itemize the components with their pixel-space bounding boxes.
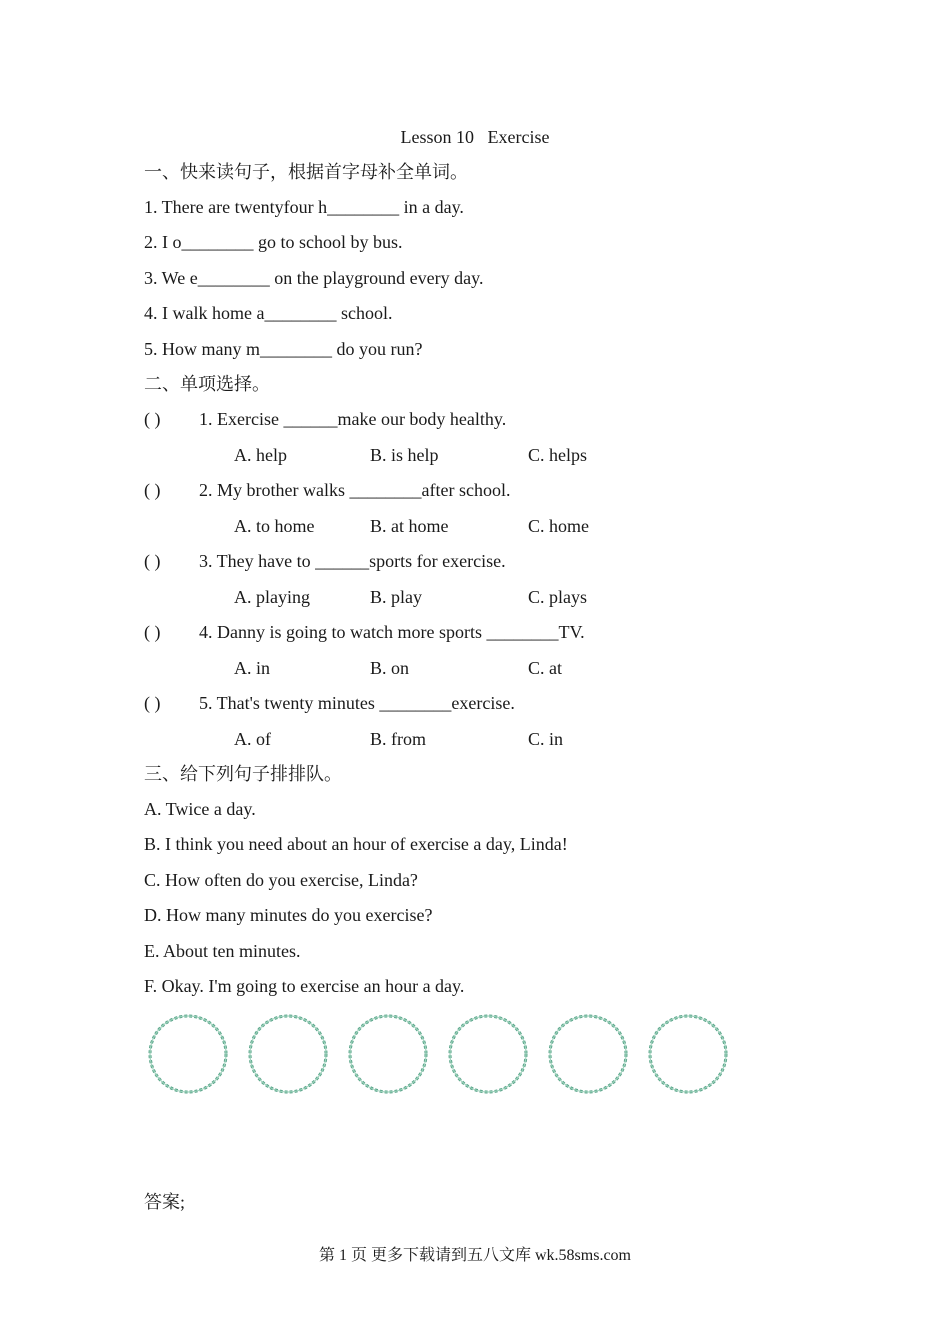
fill-item-5: 5. How many m________ do you run? — [144, 339, 423, 359]
option-b: B. on — [370, 658, 410, 678]
option-c: C. helps — [528, 445, 588, 465]
option-c: C. plays — [528, 587, 588, 607]
answer-circle-2[interactable] — [246, 1012, 330, 1096]
answer-paren: ( ) — [144, 551, 161, 571]
option-b: B. is help — [370, 445, 439, 465]
section1-heading: 一、快来读句子，根据首字母补全单词。 — [144, 162, 468, 182]
answer-circle-1[interactable] — [146, 1012, 230, 1096]
answer-paren: ( ) — [144, 480, 161, 500]
option-a: A. to home — [234, 516, 315, 536]
option-b: B. play — [370, 587, 422, 607]
fill-item-3: 3. We e________ on the playground every day. — [144, 268, 484, 288]
answer-circle-4[interactable] — [446, 1012, 530, 1096]
option-c: C. at — [528, 658, 562, 678]
answer-circle-3[interactable] — [346, 1012, 430, 1096]
section3-heading: 三、给下列句子排排队。 — [144, 764, 342, 784]
option-c: C. home — [528, 516, 589, 536]
question-text: 5. That's twenty minutes ________exercise. — [199, 693, 515, 713]
answer-paren: ( ) — [144, 409, 161, 429]
option-a: A. playing — [234, 587, 310, 607]
option-c: C. in — [528, 729, 564, 749]
answer-label: 答案; — [144, 1192, 186, 1212]
answer-circle-5[interactable] — [546, 1012, 630, 1096]
order-item-e: E. About ten minutes. — [144, 941, 301, 961]
page-footer: 第 1 页 更多下载请到五八文库 wk.58sms.com — [318, 1247, 631, 1264]
answer-circle-6[interactable] — [646, 1012, 730, 1096]
question-text: 1. Exercise ______make our body healthy. — [199, 409, 507, 429]
order-item-c: C. How often do you exercise, Linda? — [144, 870, 418, 890]
question-text: 3. They have to ______sports for exercise. — [199, 551, 506, 571]
option-a: A. of — [234, 729, 271, 749]
question-text: 2. My brother walks ________after school. — [199, 480, 511, 500]
answer-paren: ( ) — [144, 693, 161, 713]
section2-heading: 二、单项选择。 — [144, 374, 270, 394]
page-title: Lesson 10 Exercise — [400, 127, 550, 147]
question-text: 4. Danny is going to watch more sports ________TV. — [199, 622, 585, 642]
fill-item-4: 4. I walk home a________ school. — [144, 303, 393, 323]
order-item-f: F. Okay. I'm going to exercise an hour a day. — [144, 976, 465, 996]
order-item-b: B. I think you need about an hour of exercise a day, Linda! — [144, 834, 568, 854]
order-item-a: A. Twice a day. — [144, 799, 256, 819]
option-a: A. in — [234, 658, 270, 678]
option-b: B. at home — [370, 516, 449, 536]
option-a: A. help — [234, 445, 287, 465]
fill-item-1: 1. There are twentyfour h________ in a day. — [144, 197, 464, 217]
option-b: B. from — [370, 729, 426, 749]
answer-circles — [146, 1012, 746, 1098]
order-item-d: D. How many minutes do you exercise? — [144, 905, 433, 925]
answer-paren: ( ) — [144, 622, 161, 642]
fill-item-2: 2. I o________ go to school by bus. — [144, 232, 403, 252]
